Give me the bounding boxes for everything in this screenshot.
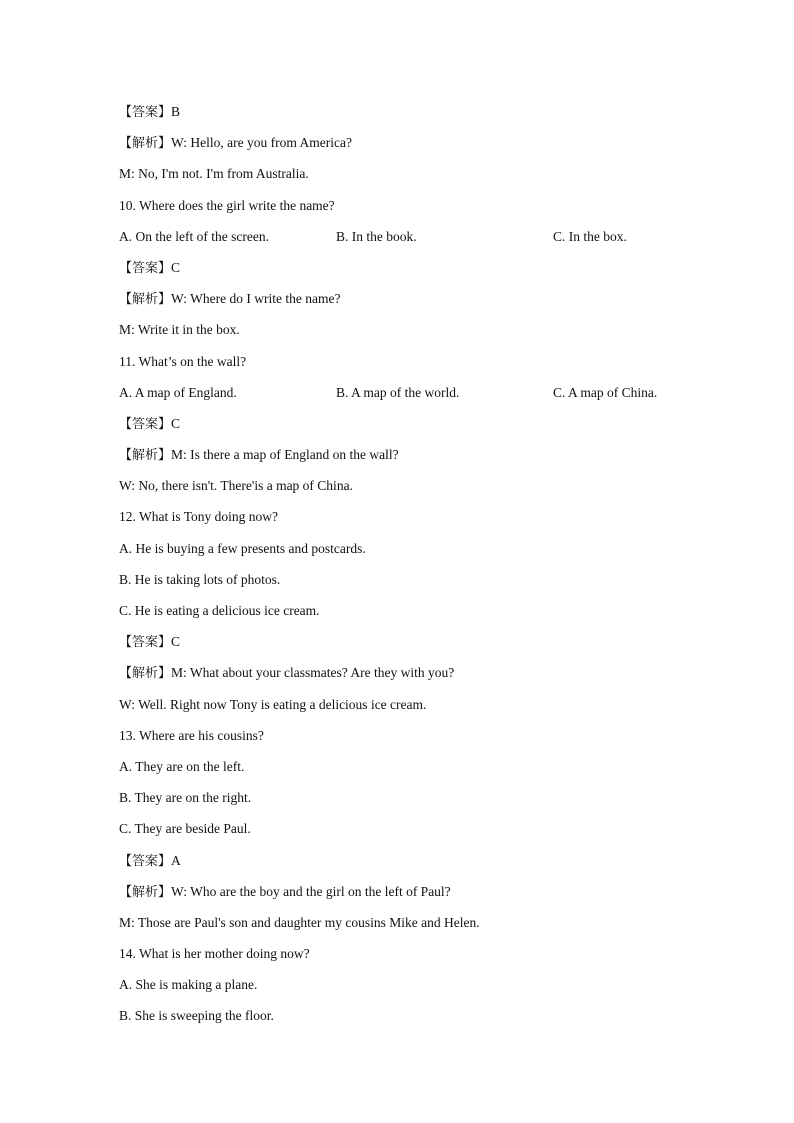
analysis-tag: 【解析】 bbox=[119, 666, 172, 682]
q12-question: 12. What is Tony doing now? bbox=[119, 509, 279, 525]
q11-option-c: C. A map of China. bbox=[553, 384, 658, 400]
q12-option-b: B. He is taking lots of photos. bbox=[119, 571, 281, 587]
q9-answer: B bbox=[171, 104, 181, 119]
q13-analysis: W: Who are the boy and the girl on the left of Paul? bbox=[171, 883, 451, 899]
q13-analysis-line bbox=[119, 881, 734, 912]
q10-analysis-line bbox=[119, 288, 734, 319]
q10-reply: M: Write it in the box. bbox=[119, 322, 240, 338]
q14-option-a: A. She is making a plane. bbox=[119, 977, 258, 993]
q10-options bbox=[119, 226, 734, 257]
q13-option-c: C. They are beside Paul. bbox=[119, 821, 251, 837]
q11-question: 11. What’s on the wall? bbox=[119, 353, 247, 369]
q12-option-a: A. He is buying a few presents and postcards. bbox=[119, 540, 366, 556]
q12-answer: C bbox=[171, 634, 181, 650]
analysis-tag: 【解析】 bbox=[119, 884, 172, 900]
q11-analysis: M: Is there a map of England on the wall? bbox=[171, 447, 399, 463]
q11-answer-line bbox=[119, 413, 734, 444]
answer-tag: 【答案】 bbox=[119, 853, 172, 869]
q10-answer: C bbox=[171, 259, 181, 275]
q10-option-a: A. On the left of the screen. bbox=[119, 228, 269, 244]
q12-analysis-line bbox=[119, 662, 734, 693]
answer-tag: 【答案】 bbox=[119, 105, 172, 120]
q11-option-b: B. A map of the world. bbox=[336, 384, 460, 400]
q12-answer-line bbox=[119, 631, 734, 662]
q10-option-b: B. In the book. bbox=[336, 228, 417, 244]
q10-question: 10. Where does the girl write the name? bbox=[119, 197, 335, 213]
q13-answer-line bbox=[119, 850, 734, 881]
answer-tag: 【答案】 bbox=[119, 635, 172, 651]
q10-analysis: W: Where do I write the name? bbox=[171, 291, 341, 307]
q9-answer-line bbox=[119, 101, 734, 132]
q11-option-a: A. A map of England. bbox=[119, 384, 237, 400]
q10-answer-line bbox=[119, 257, 734, 288]
q12-option-c: C. He is eating a delicious ice cream. bbox=[119, 603, 320, 618]
q13-option-a: A. They are on the left. bbox=[119, 758, 245, 774]
q11-options bbox=[119, 382, 734, 413]
q13-answer: A bbox=[171, 852, 181, 868]
q10-option-c: C. In the box. bbox=[553, 228, 627, 244]
analysis-tag: 【解析】 bbox=[119, 292, 172, 308]
q14-option-b: B. She is sweeping the floor. bbox=[119, 1008, 274, 1024]
analysis-tag: 【解析】 bbox=[119, 136, 172, 152]
q9-analysis-line bbox=[119, 132, 734, 163]
q13-question: 13. Where are his cousins? bbox=[119, 727, 264, 743]
answer-tag: 【答案】 bbox=[119, 260, 172, 276]
q12-reply: W: Well. Right now Tony is eating a delicious ice cream. bbox=[119, 696, 427, 712]
q13-option-b: B. They are on the right. bbox=[119, 790, 252, 806]
q11-answer: C bbox=[171, 415, 181, 431]
q9-analysis: W: Hello, are you from America? bbox=[171, 135, 352, 151]
q11-reply: W: No, there isn't. There'is a map of China. bbox=[119, 478, 353, 494]
q9-reply: M: No, I'm not. I'm from Australia. bbox=[119, 166, 309, 182]
q12-analysis: M: What about your classmates? Are they with you? bbox=[171, 665, 455, 681]
q13-reply: M: Those are Paul's son and daughter my cousins Mike and Helen. bbox=[119, 914, 480, 930]
q14-question: 14. What is her mother doing now? bbox=[119, 946, 310, 962]
q11-analysis-line bbox=[119, 444, 734, 475]
answer-tag: 【答案】 bbox=[119, 416, 172, 432]
analysis-tag: 【解析】 bbox=[119, 448, 172, 464]
